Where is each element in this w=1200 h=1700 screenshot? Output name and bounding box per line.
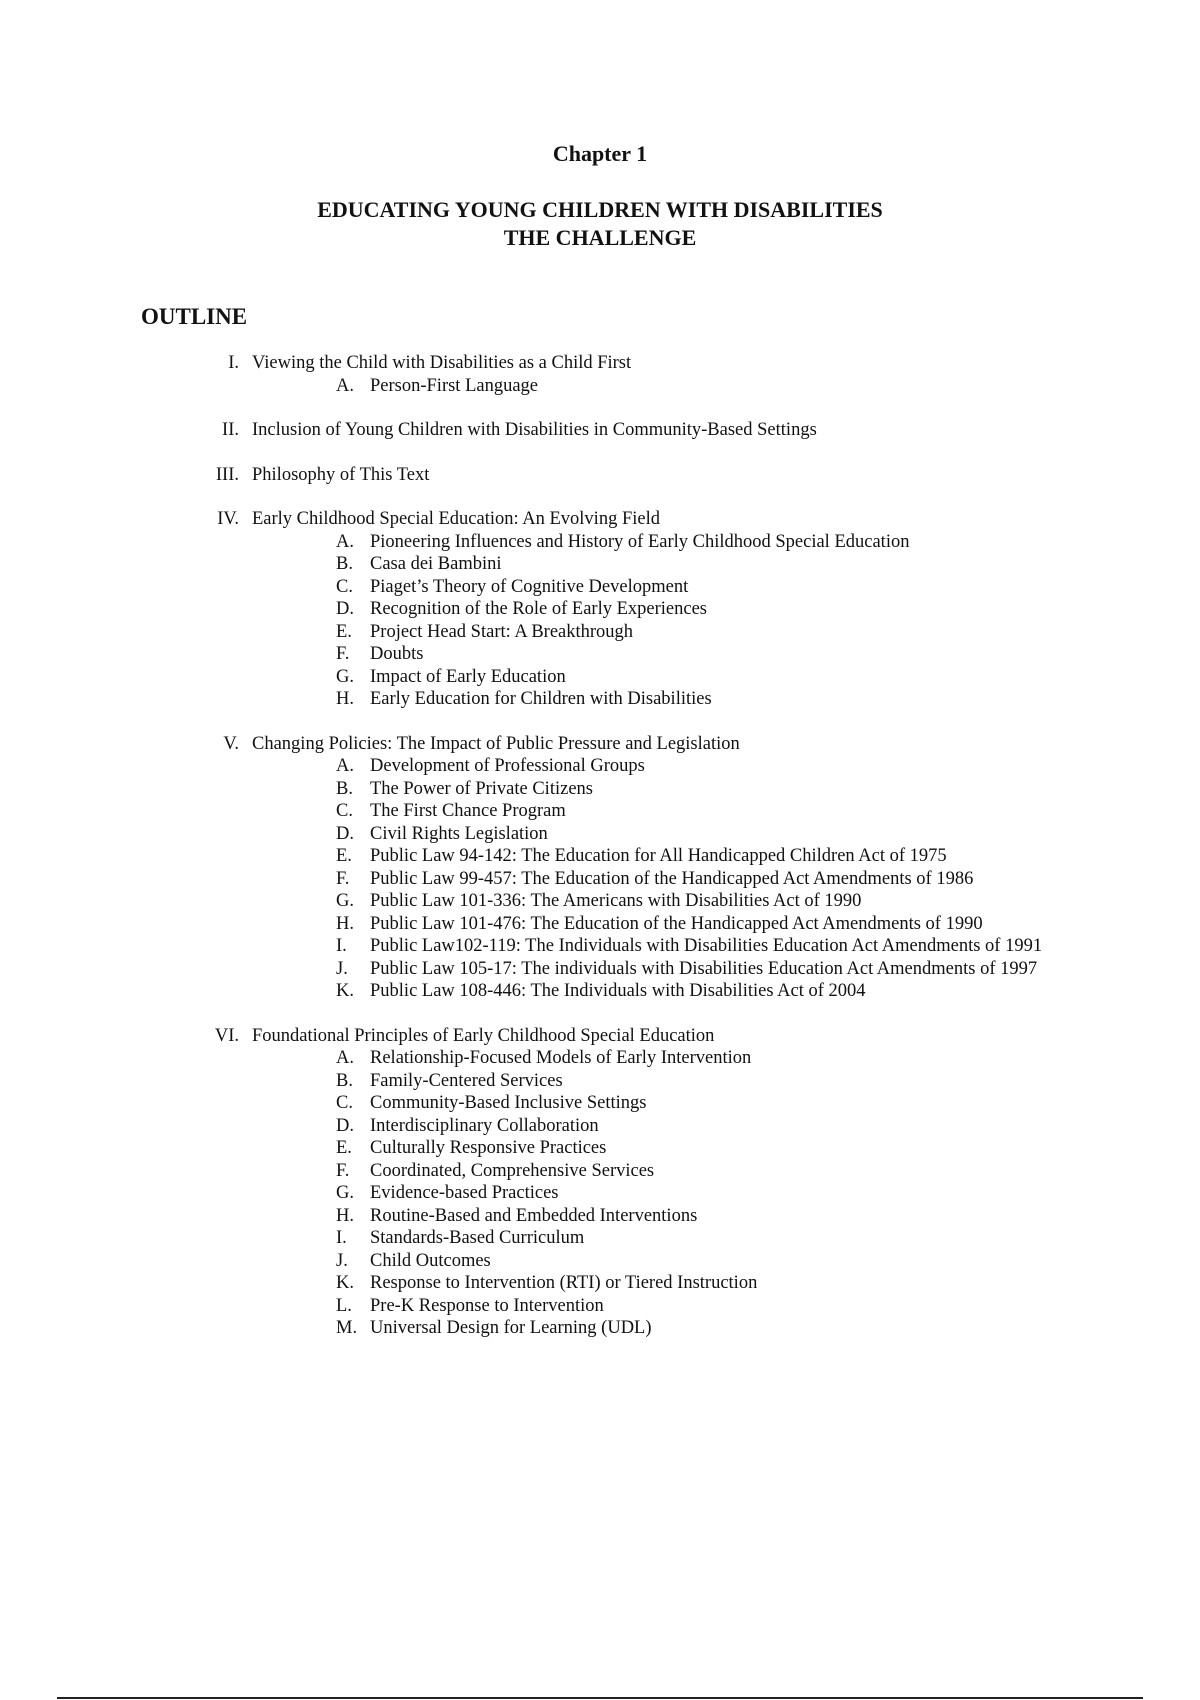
subsection-item — [0, 890, 1200, 913]
section-numeral: VI. — [214, 1025, 239, 1046]
subsection-text: Early Education for Children with Disabilities — [370, 689, 712, 709]
subsection-item — [0, 375, 1200, 398]
outline-section — [0, 464, 1200, 487]
subsection-text: Public Law 101-476: The Education of the Handicapped Act Amendments of 1990 — [370, 913, 983, 934]
chapter-title-line-1: EDUCATING YOUNG CHILDREN WITH DISABILITIES — [317, 197, 883, 222]
subsection-letter: L. — [336, 1295, 352, 1316]
section-numeral: V. — [223, 733, 239, 754]
section-heading-row — [0, 733, 1200, 756]
subsection-text: Coordinated, Comprehensive Services — [370, 1160, 655, 1181]
section-numeral: I. — [228, 353, 239, 373]
subsection-letter: A. — [336, 1048, 354, 1068]
chapter-label: Chapter 1 — [552, 141, 648, 166]
subsection-list — [0, 1047, 1200, 1340]
subsection-text: Pioneering Influences and History of Early Childhood Special Education — [370, 531, 910, 552]
outline-section — [0, 1025, 1200, 1340]
section-title: Inclusion of Young Children with Disabilities in Community-Based Settings — [252, 420, 817, 440]
subsection-item — [0, 1317, 1200, 1340]
subsection-letter: E. — [336, 621, 352, 642]
section-numeral: IV. — [217, 509, 239, 529]
subsection-item — [0, 1182, 1200, 1205]
subsection-item — [0, 1047, 1200, 1070]
subsection-text: Recognition of the Role of Early Experiences — [370, 599, 708, 619]
subsection-item — [0, 913, 1200, 936]
subsection-letter: J. — [336, 1250, 348, 1271]
subsection-item — [0, 980, 1200, 1003]
outline-heading: OUTLINE — [141, 304, 248, 329]
subsection-list — [0, 531, 1200, 711]
subsection-text: Public Law102-119: The Individuals with Disabilities Education Act Amendments of 1991 — [370, 936, 1043, 956]
subsection-item — [0, 845, 1200, 868]
subsection-text: Person-First Language — [370, 375, 539, 396]
subsection-list — [0, 755, 1200, 1003]
subsection-text: Piaget’s Theory of Cognitive Development — [370, 576, 689, 597]
subsection-letter: G. — [336, 666, 354, 687]
subsection-text: Public Law 94-142: The Education for All Handicapped Children Act of 1975 — [370, 846, 947, 866]
section-heading-row — [0, 419, 1200, 442]
subsection-item — [0, 1227, 1200, 1250]
subsection-text: Pre-K Response to Intervention — [370, 1295, 604, 1316]
subsection-text: Civil Rights Legislation — [370, 823, 548, 844]
subsection-letter: F. — [336, 644, 350, 664]
subsection-item — [0, 958, 1200, 981]
subsection-text: The Power of Private Citizens — [370, 778, 593, 799]
subsection-text: Community-Based Inclusive Settings — [370, 1093, 647, 1113]
section-heading-row — [0, 464, 1200, 487]
subsection-item — [0, 1070, 1200, 1093]
subsection-letter: B. — [336, 1070, 353, 1091]
subsection-text: Standards-Based Curriculum — [370, 1228, 585, 1248]
subsection-item — [0, 823, 1200, 846]
subsection-text: Evidence-based Practices — [370, 1183, 559, 1203]
outline-section — [0, 733, 1200, 1003]
subsection-letter: G. — [336, 1183, 354, 1203]
section-title: Changing Policies: The Impact of Public Pressure and Legislation — [252, 733, 740, 754]
subsection-item — [0, 666, 1200, 689]
subsection-item — [0, 755, 1200, 778]
subsection-item — [0, 1205, 1200, 1228]
subsection-letter: A. — [336, 756, 354, 776]
subsection-text: Routine-Based and Embedded Interventions — [370, 1205, 698, 1226]
subsection-letter: G. — [336, 891, 354, 911]
subsection-item — [0, 1092, 1200, 1115]
subsection-letter: B. — [336, 778, 353, 799]
subsection-text: Universal Design for Learning (UDL) — [370, 1318, 652, 1338]
subsection-text: Impact of Early Education — [370, 666, 566, 687]
section-numeral: II. — [222, 420, 239, 440]
subsection-letter: H. — [336, 689, 354, 709]
subsection-item — [0, 868, 1200, 891]
subsection-item — [0, 1295, 1200, 1318]
subsection-letter: B. — [336, 554, 353, 574]
subsection-text: Public Law 108-446: The Individuals with Disabilities Act of 2004 — [370, 981, 866, 1001]
subsection-text: Casa dei Bambini — [370, 554, 502, 574]
subsection-letter: M. — [336, 1318, 358, 1338]
subsection-letter: D. — [336, 823, 354, 844]
subsection-list — [0, 375, 1200, 398]
chapter-title-line-2: THE CHALLENGE — [503, 225, 697, 250]
section-title: Foundational Principles of Early Childhood Special Education — [252, 1025, 715, 1046]
subsection-item — [0, 643, 1200, 666]
subsection-letter: F. — [336, 1160, 350, 1181]
subsection-letter: C. — [336, 801, 353, 821]
subsection-text: Interdisciplinary Collaboration — [370, 1115, 599, 1136]
subsection-letter: I. — [336, 1228, 347, 1248]
subsection-item — [0, 576, 1200, 599]
subsection-text: Public Law 105-17: The individuals with Disabilities Education Act Amendments of 1997 — [370, 958, 1038, 979]
subsection-item — [0, 621, 1200, 644]
subsection-letter: H. — [336, 913, 354, 934]
subsection-item — [0, 1115, 1200, 1138]
subsection-letter: C. — [336, 576, 353, 597]
subsection-text: The First Chance Program — [370, 801, 566, 821]
outline-section — [0, 508, 1200, 711]
subsection-letter: J. — [336, 958, 348, 979]
subsection-letter: A. — [336, 531, 354, 552]
subsection-text: Doubts — [370, 644, 424, 664]
section-title: Viewing the Child with Disabilities as a Child First — [252, 353, 632, 373]
subsection-letter: D. — [336, 599, 354, 619]
subsection-text: Culturally Responsive Practices — [370, 1138, 607, 1158]
subsection-text: Relationship-Focused Models of Early Intervention — [370, 1048, 752, 1068]
subsection-text: Development of Professional Groups — [370, 756, 645, 776]
subsection-text: Response to Intervention (RTI) or Tiered Instruction — [370, 1273, 758, 1293]
subsection-letter: E. — [336, 1138, 352, 1158]
section-title: Early Childhood Special Education: An Evolving Field — [252, 509, 660, 529]
subsection-item — [0, 1160, 1200, 1183]
subsection-item — [0, 778, 1200, 801]
subsection-text: Public Law 101-336: The Americans with Disabilities Act of 1990 — [370, 891, 862, 911]
subsection-text: Child Outcomes — [370, 1250, 491, 1271]
subsection-item — [0, 688, 1200, 711]
subsection-item — [0, 553, 1200, 576]
subsection-item — [0, 800, 1200, 823]
section-heading-row — [0, 508, 1200, 531]
subsection-text: Family-Centered Services — [370, 1070, 563, 1091]
subsection-letter: K. — [336, 981, 354, 1001]
subsection-item — [0, 598, 1200, 621]
subsection-text: Project Head Start: A Breakthrough — [370, 621, 634, 642]
subsection-letter: I. — [336, 936, 347, 956]
section-heading-row — [0, 1025, 1200, 1048]
chapter-title — [0, 196, 1200, 252]
outline-list — [0, 352, 1200, 1362]
section-numeral: III. — [215, 464, 239, 485]
subsection-item — [0, 1272, 1200, 1295]
subsection-letter: A. — [336, 375, 354, 396]
outline-section — [0, 352, 1200, 397]
subsection-letter: D. — [336, 1115, 354, 1136]
section-heading-row — [0, 352, 1200, 375]
subsection-letter: F. — [336, 868, 350, 889]
outline-section — [0, 419, 1200, 442]
subsection-letter: K. — [336, 1273, 354, 1293]
subsection-letter: E. — [336, 846, 352, 866]
subsection-item — [0, 1137, 1200, 1160]
subsection-item — [0, 1250, 1200, 1273]
subsection-item — [0, 935, 1200, 958]
section-title: Philosophy of This Text — [252, 464, 430, 485]
subsection-letter: H. — [336, 1205, 354, 1226]
subsection-letter: C. — [336, 1093, 353, 1113]
subsection-text: Public Law 99-457: The Education of the Handicapped Act Amendments of 1986 — [370, 868, 974, 889]
subsection-item — [0, 531, 1200, 554]
bottom-rule — [57, 1697, 1143, 1699]
